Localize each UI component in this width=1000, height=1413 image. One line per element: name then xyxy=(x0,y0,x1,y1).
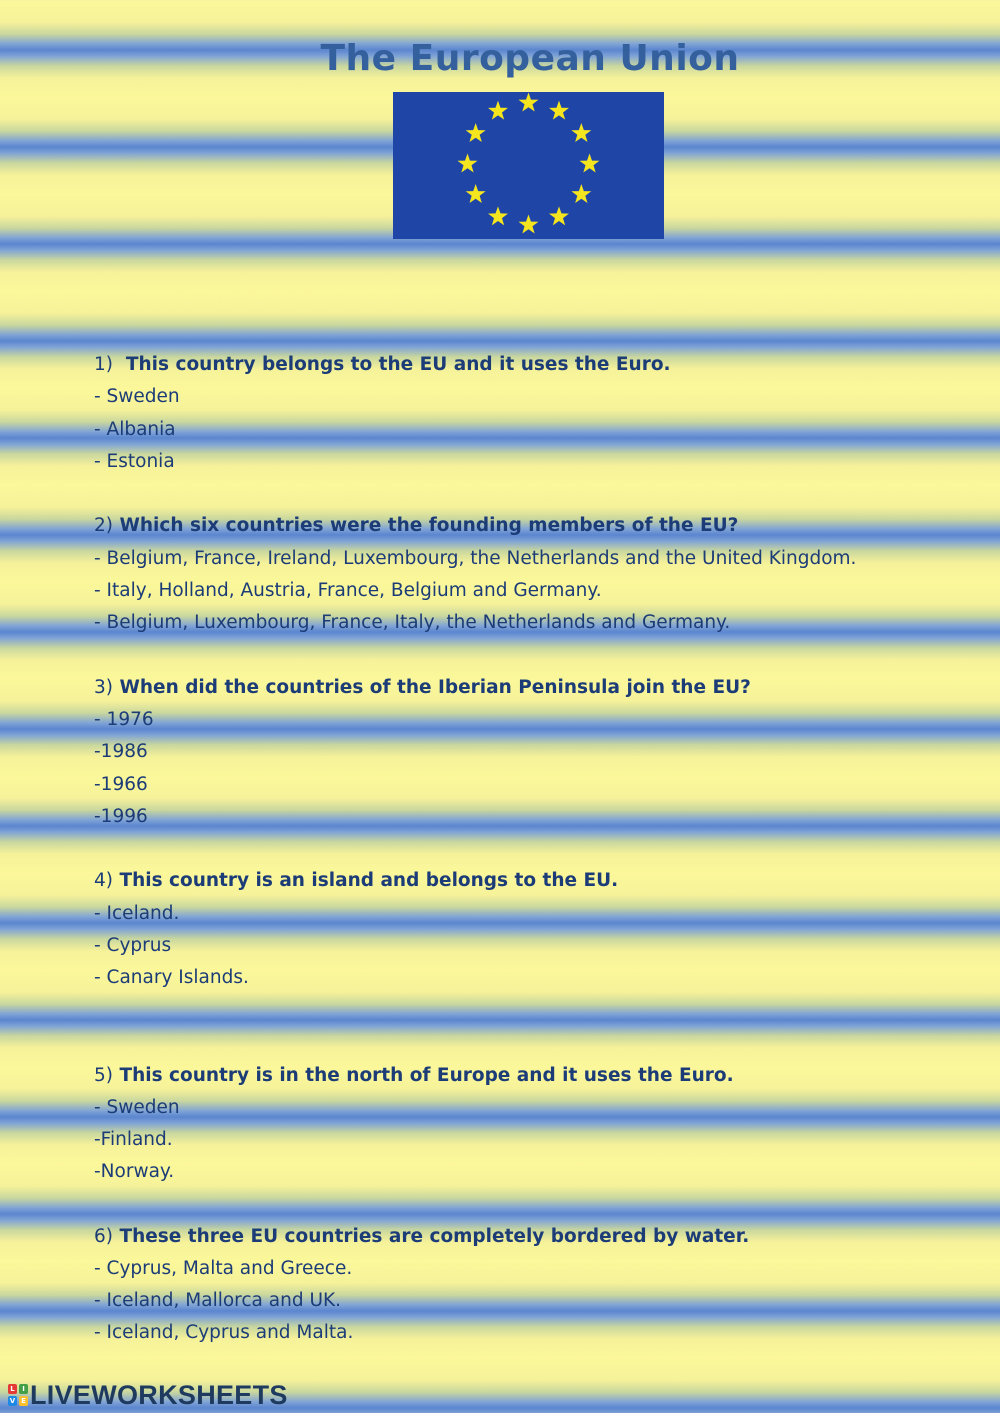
page-title: The European Union xyxy=(320,38,740,79)
option-6c[interactable]: - Iceland, Cyprus and Malta. xyxy=(94,1322,354,1343)
option-1a[interactable]: - Sweden xyxy=(94,386,180,407)
option-4a[interactable]: - Iceland. xyxy=(94,903,180,924)
option-5c[interactable]: -Norway. xyxy=(94,1161,175,1182)
question-3: 3) When did the countries of the Iberian Peninsula join the EU? xyxy=(94,677,751,698)
option-2c[interactable]: - Belgium, Luxembourg, France, Italy, the Netherlands and Germany. xyxy=(94,612,731,633)
option-2b[interactable]: - Italy, Holland, Austria, France, Belgium and Germany. xyxy=(94,580,602,601)
mark-letter: L xyxy=(8,1384,17,1394)
mark-letter: V xyxy=(9,1397,16,1405)
option-6b[interactable]: - Iceland, Mallorca and UK. xyxy=(94,1290,341,1311)
option-4c[interactable]: - Canary Islands. xyxy=(94,967,249,988)
liveworksheets-mark-icon xyxy=(8,1384,28,1406)
option-3b[interactable]: -1986 xyxy=(94,741,148,762)
brand-name: LIVEWORKSHEETS xyxy=(30,1379,288,1410)
option-3a[interactable]: - 1976 xyxy=(94,709,154,730)
question-5: 5) This country is in the north of Europe and it uses the Euro. xyxy=(94,1065,734,1086)
mark-letter: E xyxy=(19,1396,28,1406)
mark-letter: I xyxy=(19,1384,28,1394)
option-3d[interactable]: -1996 xyxy=(94,806,148,827)
option-1b[interactable]: - Albania xyxy=(94,419,176,440)
question-6: 6) These three EU countries are completely bordered by water. xyxy=(94,1226,750,1247)
question-1: 1) This country belongs to the EU and it uses the Euro. xyxy=(94,354,671,375)
option-5a[interactable]: - Sweden xyxy=(94,1097,180,1118)
option-6a[interactable]: - Cyprus, Malta and Greece. xyxy=(94,1258,353,1279)
eu-flag xyxy=(393,92,664,239)
question-2: 2) Which six countries were the founding members of the EU? xyxy=(94,515,739,536)
option-2a[interactable]: - Belgium, France, Ireland, Luxembourg, the Netherlands and the United Kingdom. xyxy=(94,548,857,569)
option-3c[interactable]: -1966 xyxy=(94,774,148,795)
option-4b[interactable]: - Cyprus xyxy=(94,935,172,956)
option-5b[interactable]: -Finland. xyxy=(94,1129,173,1150)
question-4: 4) This country is an island and belongs to the EU. xyxy=(94,870,619,891)
liveworksheets-logo[interactable] xyxy=(8,1380,288,1410)
instruction-text: Circle the correct answer. xyxy=(95,285,338,307)
option-1c[interactable]: - Estonia xyxy=(94,451,175,472)
